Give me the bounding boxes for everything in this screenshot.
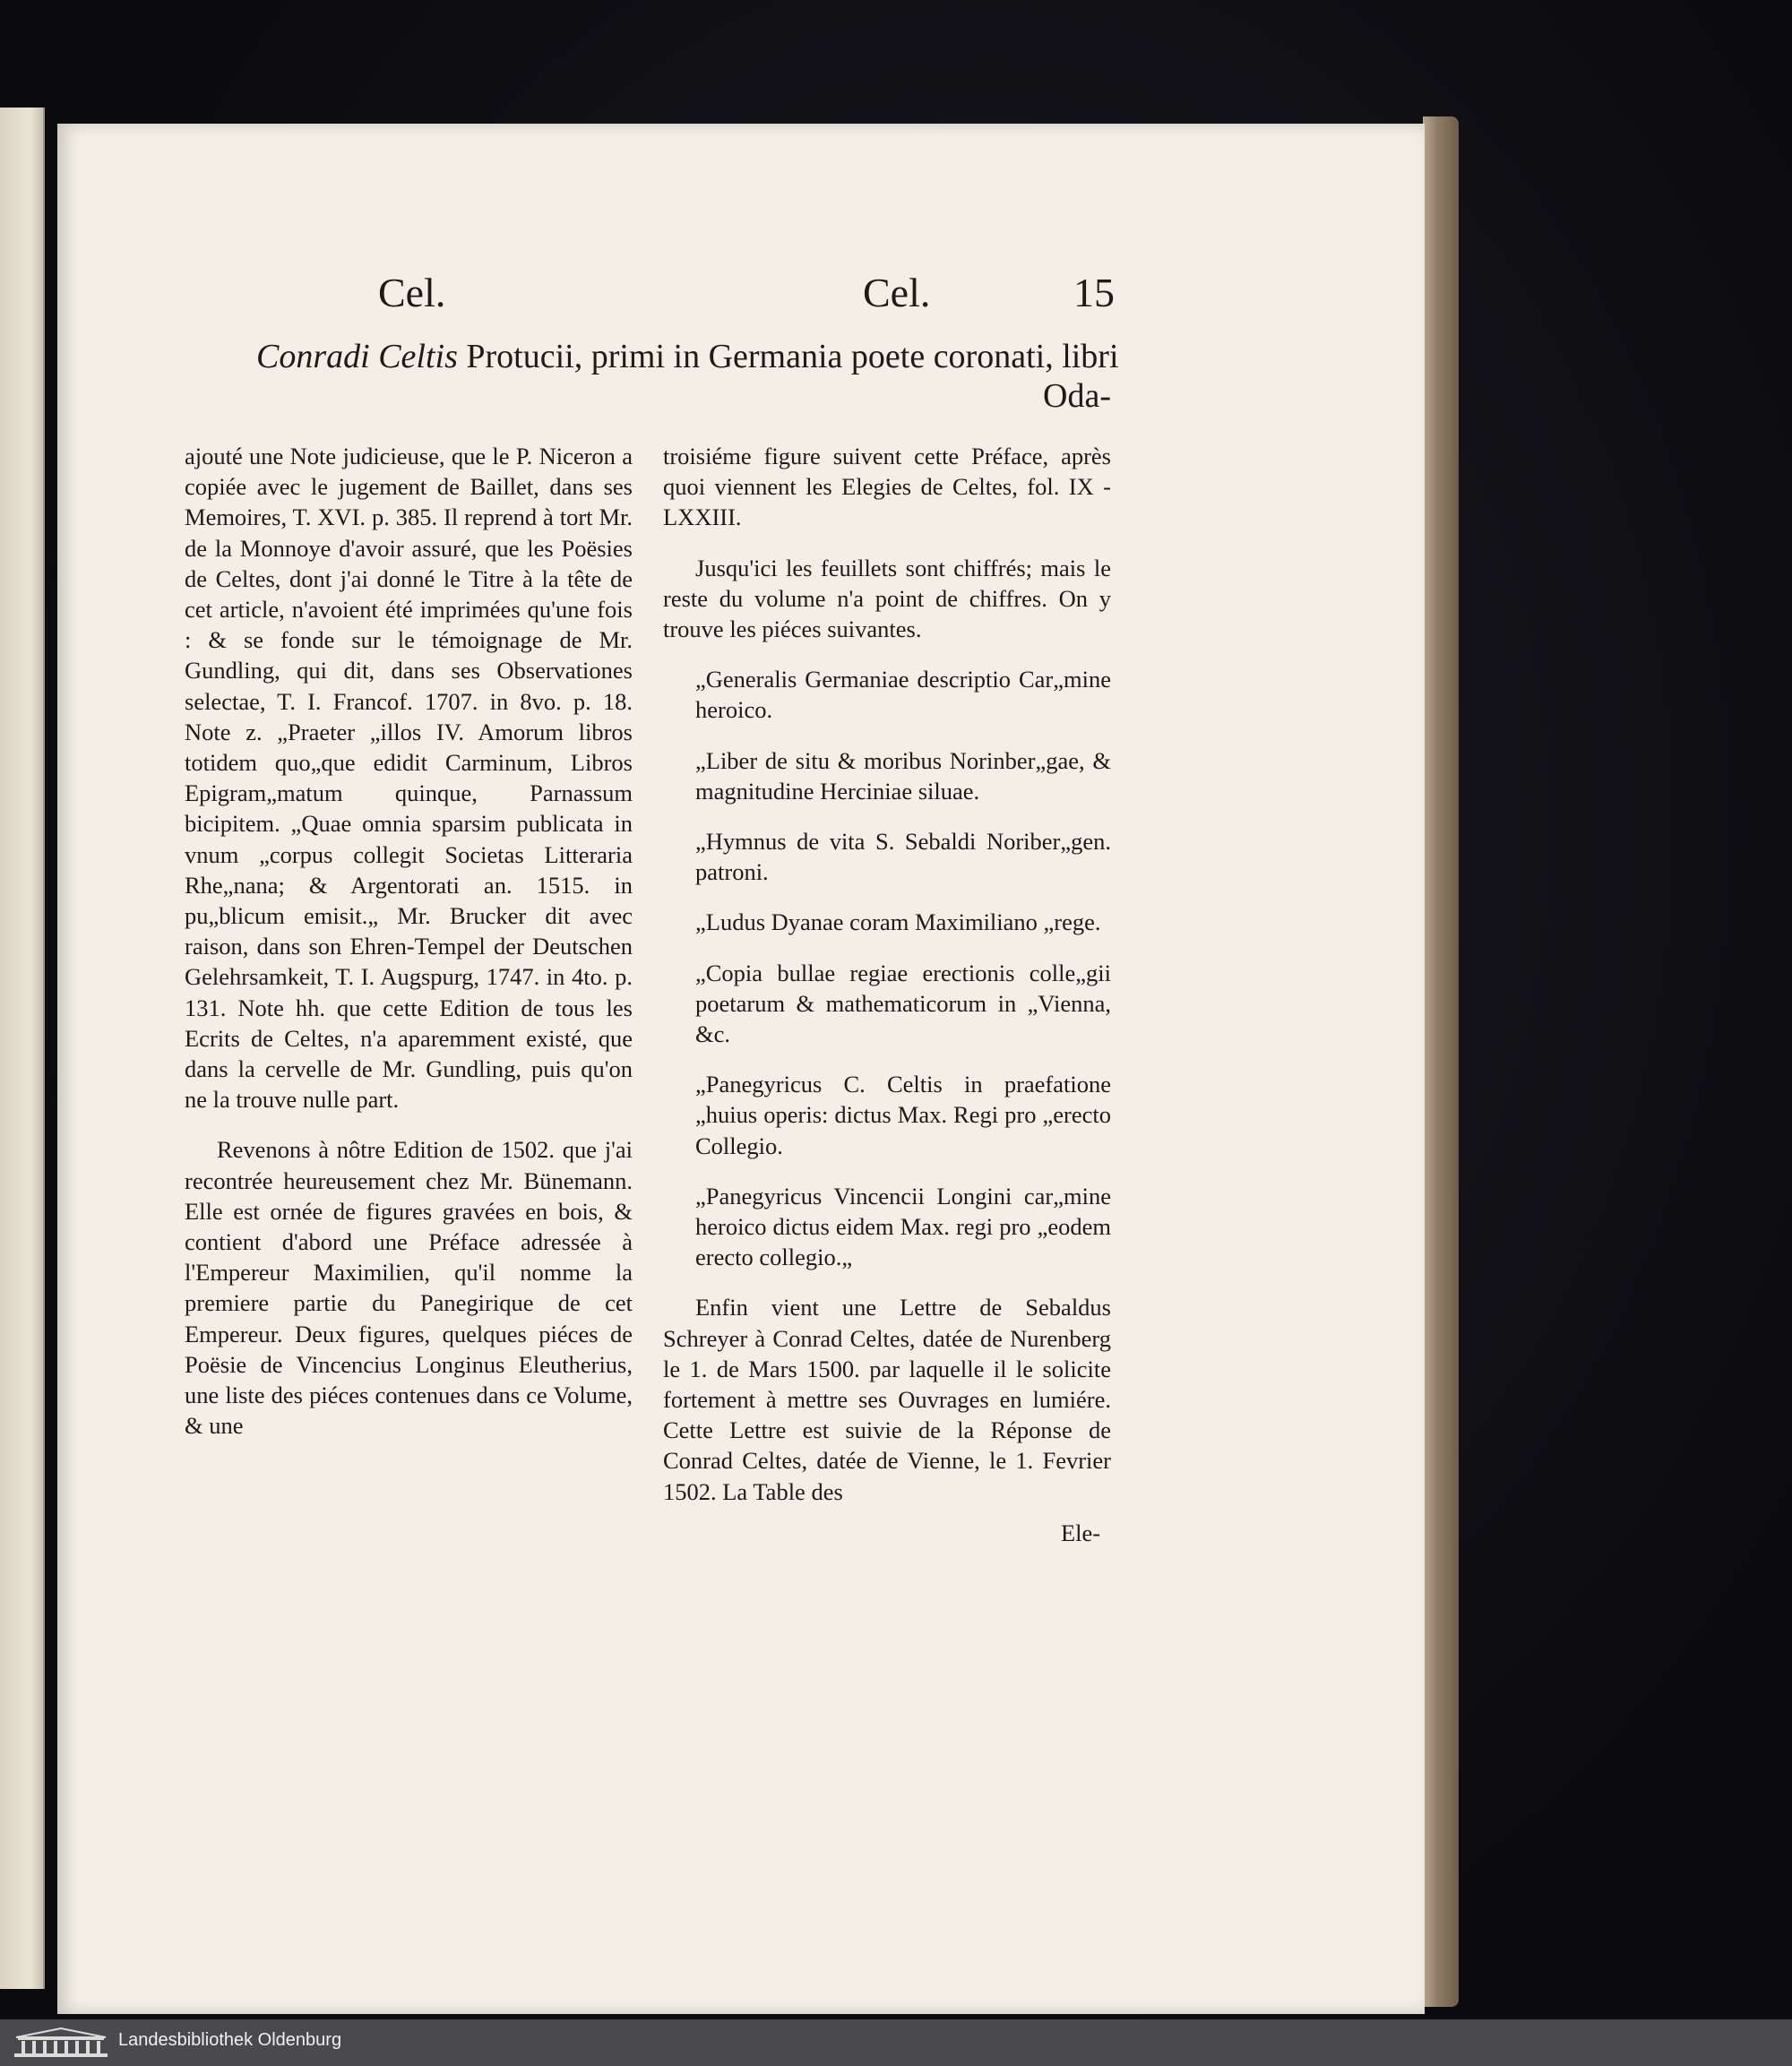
page-number: 15 <box>1073 270 1115 315</box>
list-item: „Copia bullae regiae erectionis colle„gii poetarum & mathematicorum in „Vienna, &c. <box>695 959 1111 1048</box>
library-building-icon <box>13 2027 109 2059</box>
facing-page-edge <box>0 108 45 1989</box>
catchword: Ele- <box>1061 1519 1101 1546</box>
list-item: „Panegyricus C. Celtis in praefatione „huius operis: dictus Max. Regi pro „erecto Collegio. <box>695 1071 1111 1159</box>
title-author: Conradi Celtis <box>256 338 458 375</box>
left-column <box>185 441 633 1442</box>
running-head-left: Cel. <box>378 270 446 315</box>
left-paragraph-1: ajouté une Note judicieuse, que le P. Niceron a copiée avec le jugement de Baillet, dans ses Memoires, T. XVI. p. 385. Il reprend à tort Mr. de la Monnoye d'avoir assuré, que les Poësies de Celtes, dont j'ai donné le Titre à la tête de cet article, n'avoient été imprimées qu'une fois : & se fonde sur le témoignage de Mr. Gundling, qui dit, dans ses Observationes selectae, T. I. Francof. 1707. in 8vo. p. 18. Note z. „Praeter „illos IV. Amorum libros totidem quo„que edidit Carminum, Libros Epigram„matum quinque, Parnassum bicipitem. „Quae omnia sparsim publicata in vnum „corpus collegit Societas Litteraria Rhe„nana; & Argentorati an. 1515. in pu„blicum emisit.„ Mr. Brucker dit avec raison, dans son Ehren-Tempel der Deutschen Gelehrsamkeit, T. I. Augspurg, 1747. in 4to. p. 131. Note hh. que cette Edition de tous les Ecrits de Celtes, n'a aparemment existé, que dans la cervelle de Mr. Gundling, puis qu'on ne la trouve nulle part. <box>185 443 633 1114</box>
list-item: „Generalis Germaniae descriptio Car„mine heroico. <box>695 666 1111 724</box>
running-head-center: Cel. <box>863 270 931 315</box>
title-continuation: Oda- <box>1043 377 1111 415</box>
title-text: Protucii, primi in Germania poete coronati, libri <box>457 338 1119 375</box>
left-paragraph-2: Revenons à nôtre Edition de 1502. que j'ai recontrée heureusement chez Mr. Bünemann. Elle est ornée de figures gravées en bois, & contient d'abord une Préface adressée à l'Empereur Maximilien, qu'il nomme la premiere partie du Panegirique de cet Empereur. Deux figures, quelques piéces de Poësie de Vincencius Longinus Eleutherius, une liste des piéces contenues dans ce Volume, & une <box>185 1136 633 1440</box>
right-paragraph-1: troisiéme figure suivent cette Préface, après quoi viennent les Elegies de Celtes, fol. IX - LXXIII. <box>663 443 1111 531</box>
entry-title <box>256 337 1119 376</box>
right-paragraph-2: Jusqu'ici les feuillets sont chiffrés; mais le reste du volume n'a point de chiffres. On y trouve les piéces suivantes. <box>663 554 1111 643</box>
list-item: „Liber de situ & moribus Norinber„gae, & magnitudine Herciniae siluae. <box>695 746 1111 805</box>
list-item: „Hymnus de vita S. Sebaldi Noriber„gen. patroni. <box>695 828 1111 886</box>
library-name: Landesbibliothek Oldenburg <box>118 2030 342 2050</box>
list-item: „Panegyricus Vincencii Longini car„mine heroico dictus eidem Max. regi pro „eodem erecto collegio.„ <box>695 1182 1111 1271</box>
list-item: „Ludus Dyanae coram Maximiliano „rege. <box>695 908 1101 936</box>
right-paragraph-closing: Enfin vient une Lettre de Sebaldus Schreyer à Conrad Celtes, datée de Nurenberg le 1. de Mars 1500. par laquelle il le solicite fortement à mettre ses Ouvrages en lumiére. Cette Lettre est suivie de la Réponse de Conrad Celtes, datée de Vienne, le 1. Fevrier 1502. La Table des <box>663 1294 1111 1505</box>
right-column <box>663 441 1111 1507</box>
book-fore-edge <box>1423 116 1459 2007</box>
